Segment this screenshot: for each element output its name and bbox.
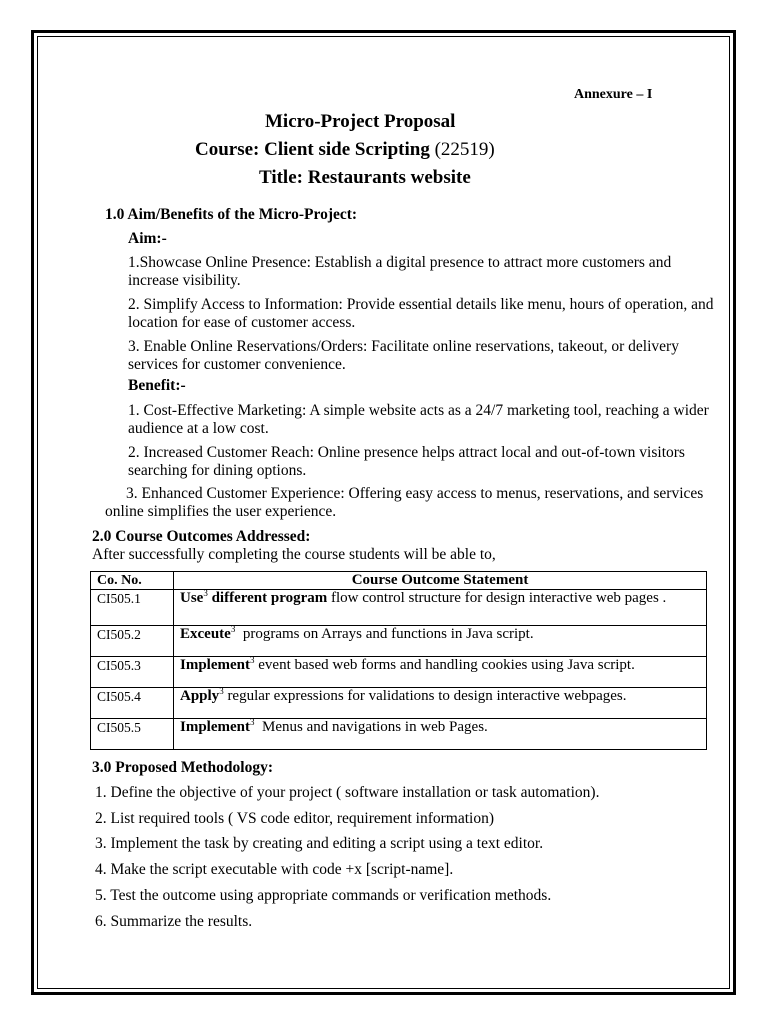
co-verb: Implement (180, 719, 250, 735)
co-code: CI505.4 (91, 688, 174, 719)
co-verb: Implement (180, 657, 250, 673)
method-step: 6. Summarize the results. (95, 913, 253, 930)
co-rest: Menus and navigations in web Pages. (254, 719, 488, 735)
co-rest: programs on Arrays and functions in Java script. (235, 626, 534, 642)
co-level: 3 (250, 655, 255, 665)
section-1-heading: 1.0 Aim/Benefits of the Micro-Project: (105, 206, 358, 223)
col-header-code: Co. No. (91, 572, 174, 590)
aim-item: 2. Simplify Access to Information: Provide essential details like menu, hours of operation, and location for ease of customer access. (128, 296, 714, 331)
benefit-item: 3. Enhanced Customer Experience: Offering easy access to menus, reservations, and services online simplifies the user experience. (105, 485, 704, 520)
co-rest: flow control structure for design interactive web pages . (327, 590, 667, 606)
co-level: 3 (219, 686, 224, 696)
co-statement (174, 626, 707, 657)
co-statement (174, 590, 707, 626)
co-code: CI505.3 (91, 657, 174, 688)
co-code: CI505.5 (91, 719, 174, 750)
table-row (91, 626, 707, 657)
co-statement (174, 688, 707, 719)
benefit-item: 2. Increased Customer Reach: Online presence helps attract local and out-of-town visitors searching for dining options. (128, 444, 685, 479)
aim-item: 3. Enable Online Reservations/Orders: Facilitate online reservations, takeout, or delivery services for customer convenience. (128, 338, 679, 373)
co-code: CI505.1 (91, 590, 174, 626)
co-statement (174, 657, 707, 688)
project-title: Title: Restaurants website (259, 167, 471, 188)
aim-item: 1.Showcase Online Presence: Establish a digital presence to attract more customers and increase visibility. (128, 254, 672, 289)
benefit-item: 1. Cost-Effective Marketing: A simple website acts as a 24/7 marketing tool, reaching a wider audience at a low cost. (128, 402, 709, 437)
course-line (195, 139, 495, 161)
aim-label: Aim:- (128, 230, 167, 247)
co-verb: Use (180, 590, 204, 606)
section-3-heading: 3.0 Proposed Methodology: (92, 759, 273, 776)
course-code: (22519) (434, 139, 495, 160)
co-verb-extra: different program (207, 590, 328, 606)
table-row (91, 590, 707, 626)
co-rest: regular expressions for validations to design interactive webpages. (223, 688, 627, 704)
co-code: CI505.2 (91, 626, 174, 657)
course-label: Course: Client side Scripting (195, 139, 430, 160)
co-verb: Exceute (180, 626, 231, 642)
co-level: 3 (203, 588, 208, 598)
table-row (91, 657, 707, 688)
col-header-statement: Course Outcome Statement (174, 572, 707, 590)
method-step: 2. List required tools ( VS code editor, requirement information) (95, 810, 494, 827)
course-outcome-table (90, 571, 707, 750)
co-rest: event based web forms and handling cookies using Java script. (254, 657, 635, 673)
method-step: 1. Define the objective of your project ( software installation or task automation). (95, 784, 600, 801)
proposal-title: Micro-Project Proposal (265, 111, 456, 132)
co-statement (174, 719, 707, 750)
table-row (91, 719, 707, 750)
method-step: 5. Test the outcome using appropriate commands or verification methods. (95, 887, 552, 904)
table-row (91, 688, 707, 719)
co-verb: Apply (180, 688, 220, 704)
co-level: 3 (250, 717, 255, 727)
section-2-intro: After successfully completing the course students will be able to, (92, 546, 496, 563)
annexure-label: Annexure – I (574, 87, 653, 102)
benefit-label: Benefit:- (128, 377, 186, 394)
method-step: 4. Make the script executable with code +x [script-name]. (95, 861, 454, 878)
method-step: 3. Implement the task by creating and editing a script using a text editor. (95, 835, 544, 852)
section-2-heading: 2.0 Course Outcomes Addressed: (92, 528, 311, 545)
co-level: 3 (230, 624, 236, 634)
